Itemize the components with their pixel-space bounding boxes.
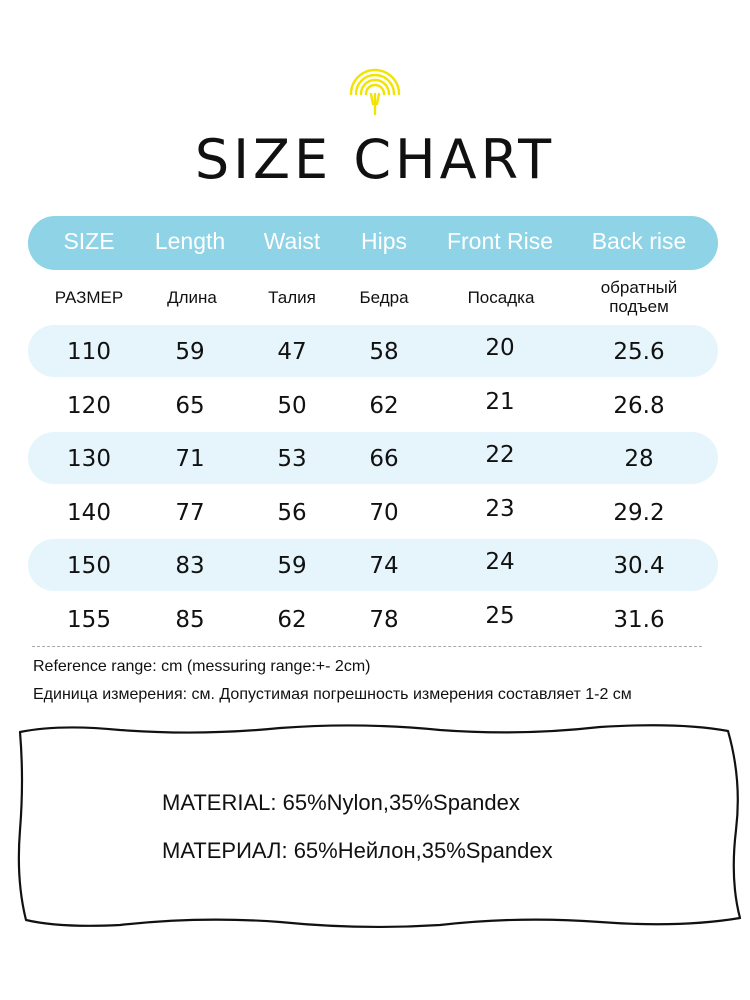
table-cell: 29.2 bbox=[613, 499, 665, 526]
header-size: SIZE bbox=[63, 228, 115, 254]
table-cell: 24 bbox=[485, 549, 515, 575]
table-cell: 26.8 bbox=[613, 392, 665, 419]
table-cell: 83 bbox=[175, 553, 205, 579]
table-cell: 53 bbox=[277, 446, 307, 472]
reference-note-en: Reference range: cm (messuring range:+- 2cm) bbox=[33, 658, 371, 675]
table-cell: 70 bbox=[369, 499, 399, 526]
subheader-waist: Талия bbox=[268, 288, 316, 307]
table-cell: 62 bbox=[369, 392, 399, 419]
header-waist: Waist bbox=[263, 228, 321, 254]
table-cell: 58 bbox=[369, 339, 399, 365]
table-cell: 74 bbox=[369, 553, 399, 579]
header-hips: Hips bbox=[360, 228, 408, 254]
table-cell: 78 bbox=[369, 606, 399, 633]
table-cell: 23 bbox=[485, 495, 515, 522]
subheader-length: Длина bbox=[167, 288, 217, 307]
table-cell: 110 bbox=[67, 339, 111, 365]
table-cell: 22 bbox=[485, 442, 515, 468]
table-cell: 47 bbox=[277, 339, 307, 365]
subheader-hips: Бедра bbox=[359, 288, 409, 307]
table-cell: 56 bbox=[277, 499, 307, 526]
header-length: Length bbox=[154, 228, 226, 254]
table-cell: 120 bbox=[67, 392, 111, 419]
table-cell: 31.6 bbox=[613, 606, 665, 633]
table-cell: 20 bbox=[485, 335, 515, 361]
table-cell: 71 bbox=[175, 446, 205, 472]
material-en: MATERIAL: 65%Nylon,35%Spandex bbox=[162, 790, 520, 815]
table-cell: 59 bbox=[277, 553, 307, 579]
material-ru: МАТЕРИАЛ: 65%Нейлон,35%Spandex bbox=[162, 838, 553, 863]
table-cell: 65 bbox=[175, 392, 205, 419]
header-front-rise: Front Rise bbox=[446, 228, 554, 254]
table-cell: 85 bbox=[175, 606, 205, 633]
table-cell: 50 bbox=[277, 392, 307, 419]
table-cell: 28 bbox=[624, 446, 654, 472]
table-cell: 59 bbox=[175, 339, 205, 365]
table-cell: 155 bbox=[67, 606, 111, 633]
table-cell: 77 bbox=[175, 499, 205, 526]
table-cell: 62 bbox=[277, 606, 307, 633]
subheader-front-rise: Посадка bbox=[467, 288, 535, 307]
page-title: SIZE CHART bbox=[194, 128, 556, 191]
table-cell: 130 bbox=[67, 446, 111, 472]
subheader-back-rise: обратный подъем bbox=[600, 278, 678, 316]
table-cell: 140 bbox=[67, 499, 111, 526]
header-back-rise: Back rise bbox=[591, 228, 687, 254]
table-cell: 21 bbox=[485, 388, 515, 415]
table-cell: 25 bbox=[485, 602, 515, 629]
table-cell: 25.6 bbox=[613, 339, 665, 365]
reference-note-ru: Единица измерения: см. Допустимая погрешность измерения составляет 1-2 см bbox=[33, 686, 632, 703]
table-cell: 30.4 bbox=[613, 553, 665, 579]
table-cell: 66 bbox=[369, 446, 399, 472]
subheader-size: РАЗМЕР bbox=[54, 288, 124, 307]
table-cell: 150 bbox=[67, 553, 111, 579]
